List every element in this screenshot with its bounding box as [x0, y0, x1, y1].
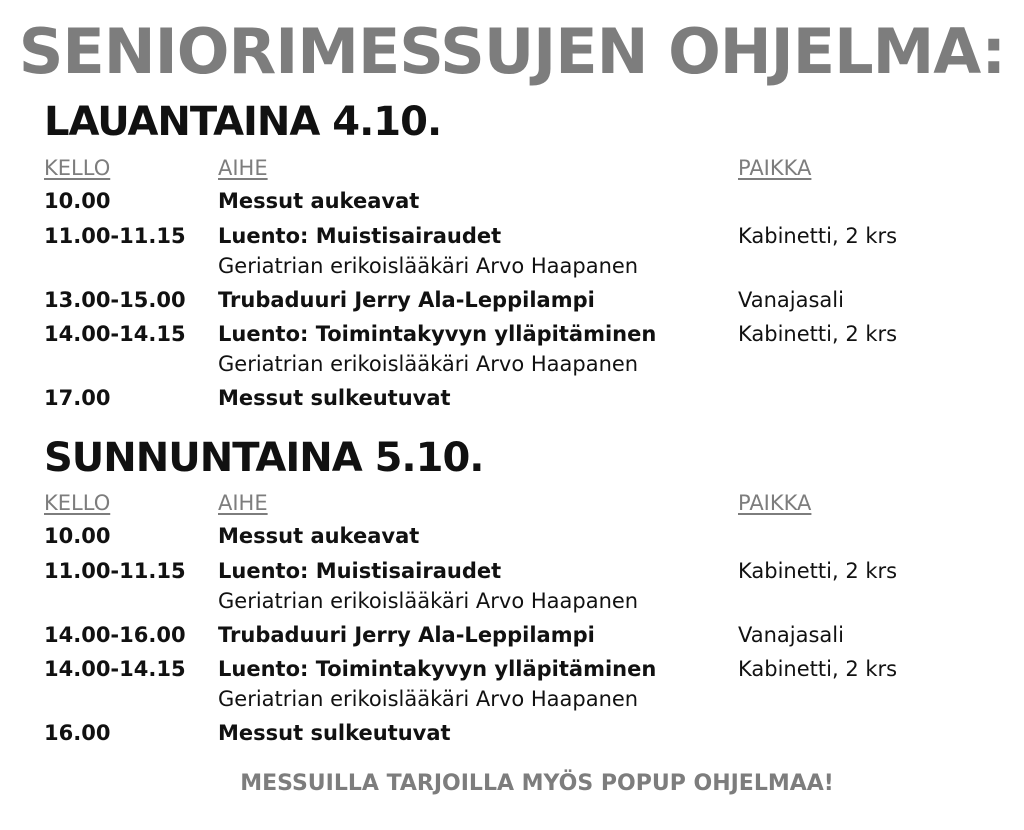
event-topic: Luento: Toimintakyvyn ylläpitäminen	[218, 657, 657, 681]
event-subtopic: Geriatrian erikoislääkäri Arvo Haapanen	[218, 687, 639, 711]
event-place: Kabinetti, 2 krs	[738, 322, 898, 346]
event-place: Kabinetti, 2 krs	[738, 657, 898, 681]
event-time: 14.00-14.15	[44, 322, 186, 346]
column-header-place: PAIKKA	[738, 156, 812, 180]
day-heading-saturday: LAUANTAINA 4.10.	[44, 99, 442, 145]
column-header-place: PAIKKA	[738, 491, 812, 515]
column-header-topic: AIHE	[218, 491, 268, 515]
event-time: 11.00-11.15	[44, 559, 186, 583]
column-header-topic: AIHE	[218, 156, 268, 180]
event-time: 11.00-11.15	[44, 224, 186, 248]
column-header-time: KELLO	[44, 156, 111, 180]
event-topic: Messut aukeavat	[218, 524, 420, 548]
event-time: 10.00	[44, 189, 111, 213]
event-topic: Luento: Muistisairaudet	[218, 224, 502, 248]
event-time: 14.00-16.00	[44, 623, 186, 647]
event-place: Kabinetti, 2 krs	[738, 559, 898, 583]
event-topic: Messut sulkeutuvat	[218, 386, 451, 410]
event-topic: Luento: Toimintakyvyn ylläpitäminen	[218, 322, 657, 346]
footer-note: MESSUILLA TARJOILLA MYÖS POPUP OHJELMAA!	[240, 771, 834, 796]
event-place: Vanajasali	[738, 288, 844, 312]
event-subtopic: Geriatrian erikoislääkäri Arvo Haapanen	[218, 589, 639, 613]
event-time: 17.00	[44, 386, 111, 410]
event-place: Kabinetti, 2 krs	[738, 224, 898, 248]
event-subtopic: Geriatrian erikoislääkäri Arvo Haapanen	[218, 352, 639, 376]
column-header-time: KELLO	[44, 491, 111, 515]
event-time: 14.00-14.15	[44, 657, 186, 681]
event-time: 10.00	[44, 524, 111, 548]
event-topic: Messut aukeavat	[218, 189, 420, 213]
event-topic: Messut sulkeutuvat	[218, 721, 451, 745]
event-topic: Trubaduuri Jerry Ala-Leppilampi	[218, 288, 595, 312]
event-time: 13.00-15.00	[44, 288, 186, 312]
event-topic: Trubaduuri Jerry Ala-Leppilampi	[218, 623, 595, 647]
event-time: 16.00	[44, 721, 111, 745]
day-heading-sunday: SUNNUNTAINA 5.10.	[44, 435, 484, 481]
event-topic: Luento: Muistisairaudet	[218, 559, 502, 583]
event-subtopic: Geriatrian erikoislääkäri Arvo Haapanen	[218, 254, 639, 278]
page-title: SENIORIMESSUJEN OHJELMA:	[18, 15, 1006, 88]
event-place: Vanajasali	[738, 623, 844, 647]
